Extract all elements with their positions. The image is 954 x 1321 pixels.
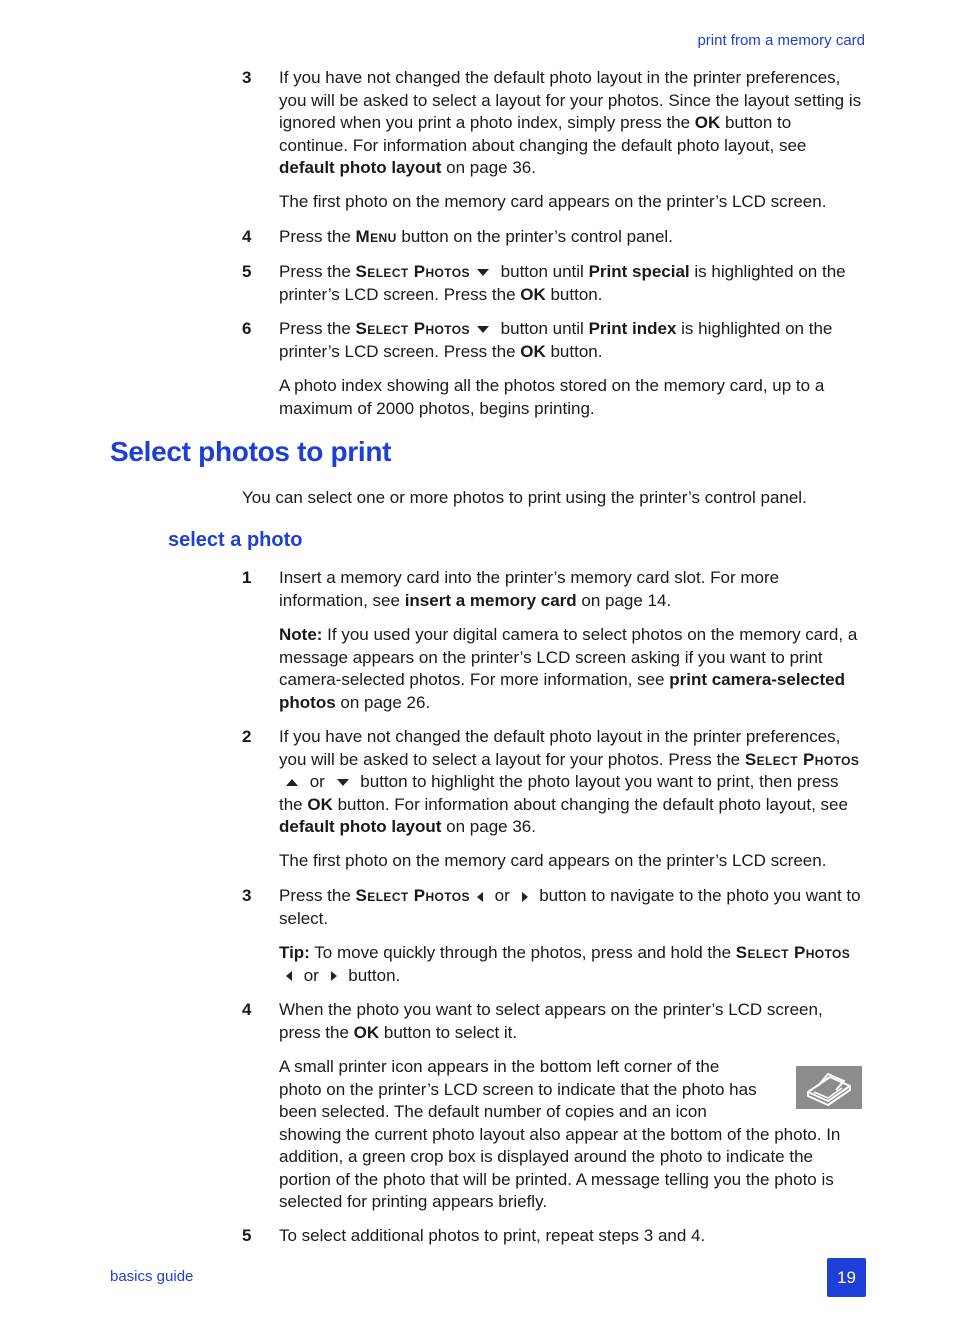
step-number: 4 bbox=[242, 227, 252, 246]
text: To move quickly through the photos, press and hold the bbox=[309, 943, 736, 962]
step-text bbox=[279, 999, 862, 1044]
step-number: 5 bbox=[242, 262, 252, 281]
ok-button-ref: OK bbox=[520, 284, 546, 304]
down-arrow-icon bbox=[477, 269, 489, 276]
select-photos-button-ref: Select Photos bbox=[744, 749, 860, 769]
printer-icon bbox=[796, 1066, 862, 1109]
text: showing the current photo layout also appear at the bottom of the photo. In addition, a green crop box is displayed around the photo to indicate the portion of the photo that will be printed. A message telling you the photo is selected for printing appears briefly. bbox=[279, 1124, 841, 1211]
text: button to highlight the photo layout you want to print, then press the bbox=[279, 772, 839, 814]
text: or bbox=[299, 965, 324, 985]
ok-button-ref: OK bbox=[694, 113, 721, 132]
step-number: 4 bbox=[242, 1000, 252, 1019]
step-4-followup bbox=[279, 1056, 863, 1214]
step-2-followup: The first photo on the memory card appears on the printer’s LCD screen. bbox=[279, 851, 827, 870]
text: Press the bbox=[279, 319, 356, 338]
step-4-top bbox=[242, 226, 862, 249]
cross-reference: default photo layout bbox=[279, 158, 442, 177]
text: button to select it. bbox=[379, 1022, 518, 1042]
text: or bbox=[305, 772, 330, 791]
text: button. For information about changing the default photo layout, see bbox=[332, 794, 848, 814]
section-title: Select photos to print bbox=[110, 436, 392, 467]
text: on page 36. bbox=[441, 817, 536, 836]
text: button to continue. For information about changing the default photo layout, see bbox=[279, 113, 807, 155]
select-photos-button-ref: Select Photos bbox=[355, 262, 470, 281]
down-arrow-icon bbox=[477, 326, 489, 333]
step-5-top bbox=[242, 261, 862, 306]
subsection-title: select a photo bbox=[168, 529, 303, 551]
text: If you used your digital camera to select photos on the memory card, a message appears on the printer’s LCD screen asking if you want to print camera-selected photos. For more information, see bbox=[279, 625, 858, 689]
step-6-top bbox=[242, 318, 862, 363]
note-block bbox=[279, 624, 863, 714]
step-number: 5 bbox=[242, 1226, 252, 1245]
step-number: 2 bbox=[242, 727, 252, 746]
text: button to navigate to the photo you want to select. bbox=[279, 886, 861, 928]
cross-reference: insert a memory card bbox=[404, 590, 577, 610]
cross-reference: default photo layout bbox=[279, 817, 442, 836]
text: Press the bbox=[279, 262, 356, 281]
text: on page 14. bbox=[576, 590, 672, 610]
ok-button-ref: OK bbox=[353, 1022, 380, 1042]
step-text bbox=[279, 318, 862, 363]
text: on page 26. bbox=[335, 692, 431, 712]
right-arrow-icon bbox=[331, 971, 337, 981]
select-photos-button-ref: Select Photos bbox=[355, 886, 470, 905]
step-2 bbox=[242, 726, 862, 839]
footer-guide-name: basics guide bbox=[110, 1268, 194, 1285]
step-text bbox=[279, 885, 862, 930]
select-photos-button-ref: Select Photos bbox=[735, 943, 851, 962]
step-text bbox=[279, 226, 862, 249]
step-3-top bbox=[242, 67, 862, 180]
page-number-badge: 19 bbox=[827, 1258, 866, 1297]
text: If you have not changed the default photo layout in the printer preferences, you will be asked to select a layout for your photos. Press the bbox=[279, 727, 841, 769]
text: on page 36. bbox=[441, 158, 536, 177]
text: button until bbox=[495, 262, 589, 281]
step-text bbox=[279, 726, 862, 839]
tip-label: Tip: bbox=[279, 943, 310, 962]
up-arrow-icon bbox=[286, 779, 298, 786]
text: button. bbox=[545, 284, 603, 304]
text: is highlighted on the printer’s LCD screen. Press the bbox=[279, 319, 833, 361]
menu-option-ref: Print index bbox=[588, 319, 677, 338]
menu-button-ref: Menu bbox=[355, 227, 397, 246]
text-line: been selected. The default number of copies and an icon bbox=[279, 1102, 707, 1121]
step-number: 6 bbox=[242, 319, 252, 338]
left-arrow-icon bbox=[477, 892, 483, 902]
step-6-followup: A photo index showing all the photos stored on the memory card, up to a maximum of 2000 photos, begins printing. bbox=[279, 376, 825, 418]
text: button. bbox=[545, 341, 603, 361]
step-number: 3 bbox=[242, 886, 252, 905]
right-arrow-icon bbox=[522, 892, 528, 902]
select-photos-button-ref: Select Photos bbox=[355, 319, 470, 338]
note-label: Note: bbox=[279, 625, 323, 644]
section-intro: You can select one or more photos to print using the printer’s control panel. bbox=[242, 488, 807, 507]
step-3-followup: The first photo on the memory card appears on the printer’s LCD screen. bbox=[279, 192, 827, 211]
text: Press the bbox=[279, 227, 356, 246]
step-text: To select additional photos to print, repeat steps 3 and 4. bbox=[279, 1226, 706, 1245]
ok-button-ref: OK bbox=[307, 794, 333, 814]
text: When the photo you want to select appears on the printer’s LCD screen, press the bbox=[279, 1000, 823, 1042]
step-4 bbox=[242, 999, 862, 1044]
step-number: 1 bbox=[242, 568, 252, 587]
down-arrow-icon bbox=[337, 779, 349, 786]
text: If you have not changed the default photo layout in the printer preferences, you will be asked to select a layout for your photos. Since the layout setting is ignored when you print a photo index, simply press the bbox=[279, 68, 862, 132]
text: is highlighted on the printer’s LCD screen. Press the bbox=[279, 262, 846, 304]
step-1 bbox=[242, 567, 862, 612]
text: button on the printer’s control panel. bbox=[396, 227, 673, 246]
text: Press the bbox=[279, 886, 356, 905]
text: button until bbox=[495, 319, 589, 338]
step-5 bbox=[242, 1225, 862, 1248]
step-text bbox=[279, 567, 862, 612]
menu-option-ref: Print special bbox=[588, 262, 690, 281]
tip-block bbox=[279, 942, 863, 987]
running-header: print from a memory card bbox=[697, 32, 865, 49]
text: button. bbox=[343, 965, 401, 985]
step-3 bbox=[242, 885, 862, 930]
text: Insert a memory card into the printer’s memory card slot. For more information, see bbox=[279, 568, 780, 610]
left-arrow-icon bbox=[286, 971, 292, 981]
text-line: A small printer icon appears in the bottom left corner of the bbox=[279, 1057, 720, 1076]
step-number: 3 bbox=[242, 68, 252, 87]
step-text bbox=[279, 67, 862, 180]
step-text bbox=[279, 261, 862, 306]
ok-button-ref: OK bbox=[520, 341, 546, 361]
cross-reference: print camera-selected photos bbox=[279, 670, 845, 712]
text-line: photo on the printer’s LCD screen to indicate that the photo has bbox=[279, 1079, 757, 1099]
text: or bbox=[489, 886, 515, 905]
